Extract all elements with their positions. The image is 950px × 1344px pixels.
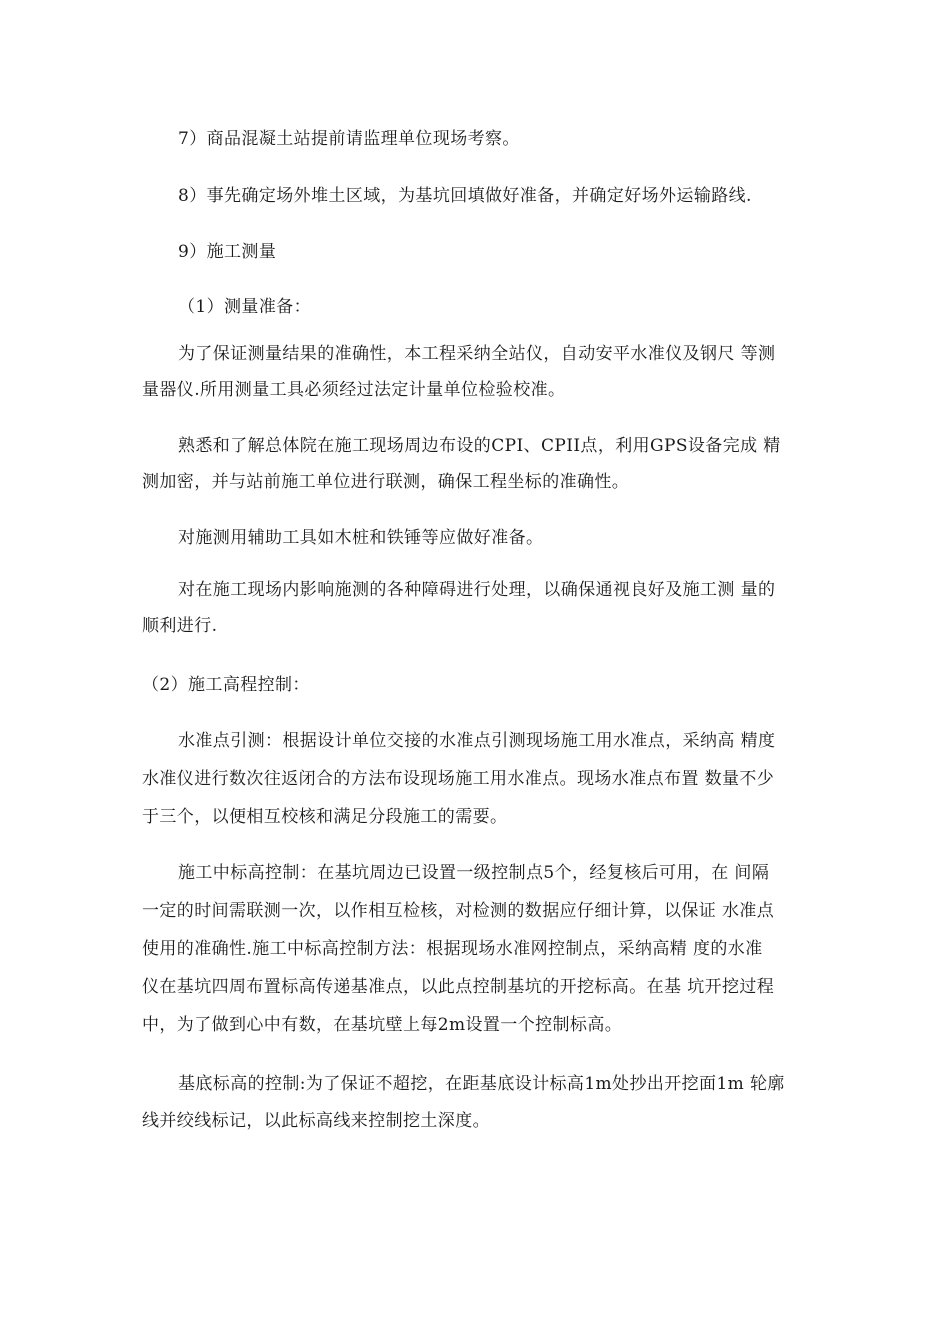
section-heading-survey-prep: （1）测量准备： (178, 297, 312, 317)
paragraph-line: 测加密，并与站前施工单位进行联测，确保工程坐标的准确性。 (142, 472, 630, 492)
paragraph-line: 水准点引测：根据设计单位交接的水准点引测现场施工用水准点，采纳高 精度 (178, 731, 776, 751)
paragraph-line: 对施测用辅助工具如木桩和铁锤等应做好准备。 (178, 528, 544, 548)
list-item-8: 8）事先确定场外堆土区域，为基坑回填做好准备，并确定好场外运输路线. (178, 186, 752, 206)
list-item-7: 7）商品混凝土站提前请监理单位现场考察。 (178, 129, 520, 149)
paragraph-line: 量器仪.所用测量工具必须经过法定计量单位检验校准。 (142, 380, 566, 400)
paragraph-line: 使用的准确性.施工中标高控制方法：根据现场水准网控制点，采纳高精 度的水准 (142, 939, 763, 959)
paragraph-line: 于三个，以便相互校核和满足分段施工的需要。 (142, 807, 508, 827)
paragraph-line: 线并绞线标记，以此标高线来控制挖土深度。 (142, 1111, 490, 1131)
paragraph-line: 基底标高的控制:为了保证不超挖，在距基底设计标高1m处抄出开挖面1m 轮廓 (178, 1074, 785, 1094)
paragraph-line: 施工中标高控制：在基坑周边已设置一级控制点5个，经复核后可用，在 间隔 (178, 863, 770, 883)
paragraph-line: 水准仪进行数次往返闭合的方法布设现场施工用水准点。现场水准点布置 数量不少 (142, 769, 775, 789)
paragraph-line: 顺利进行. (142, 616, 218, 636)
list-item-9: 9）施工测量 (178, 242, 277, 262)
section-heading-elevation-control: （2）施工高程控制： (142, 675, 310, 695)
paragraph-line: 为了保证测量结果的准确性，本工程采纳全站仪，自动安平水准仪及钢尺 等测 (178, 344, 776, 364)
paragraph-line: 仪在基坑四周布置标高传递基准点，以此点控制基坑的开挖标高。在基 坑开挖过程 (142, 977, 775, 997)
paragraph-line: 中，为了做到心中有数，在基坑壁上每2m设置一个控制标高。 (142, 1015, 623, 1035)
paragraph-line: 熟悉和了解总体院在施工现场周边布设的CPI、CPII点，利用GPS设备完成 精 (178, 436, 781, 456)
paragraph-line: 对在施工现场内影响施测的各种障碍进行处理，以确保通视良好及施工测 量的 (178, 580, 776, 600)
paragraph-line: 一定的时间需联测一次，以作相互检核，对检测的数据应仔细计算，以保证 水准点 (142, 901, 775, 921)
